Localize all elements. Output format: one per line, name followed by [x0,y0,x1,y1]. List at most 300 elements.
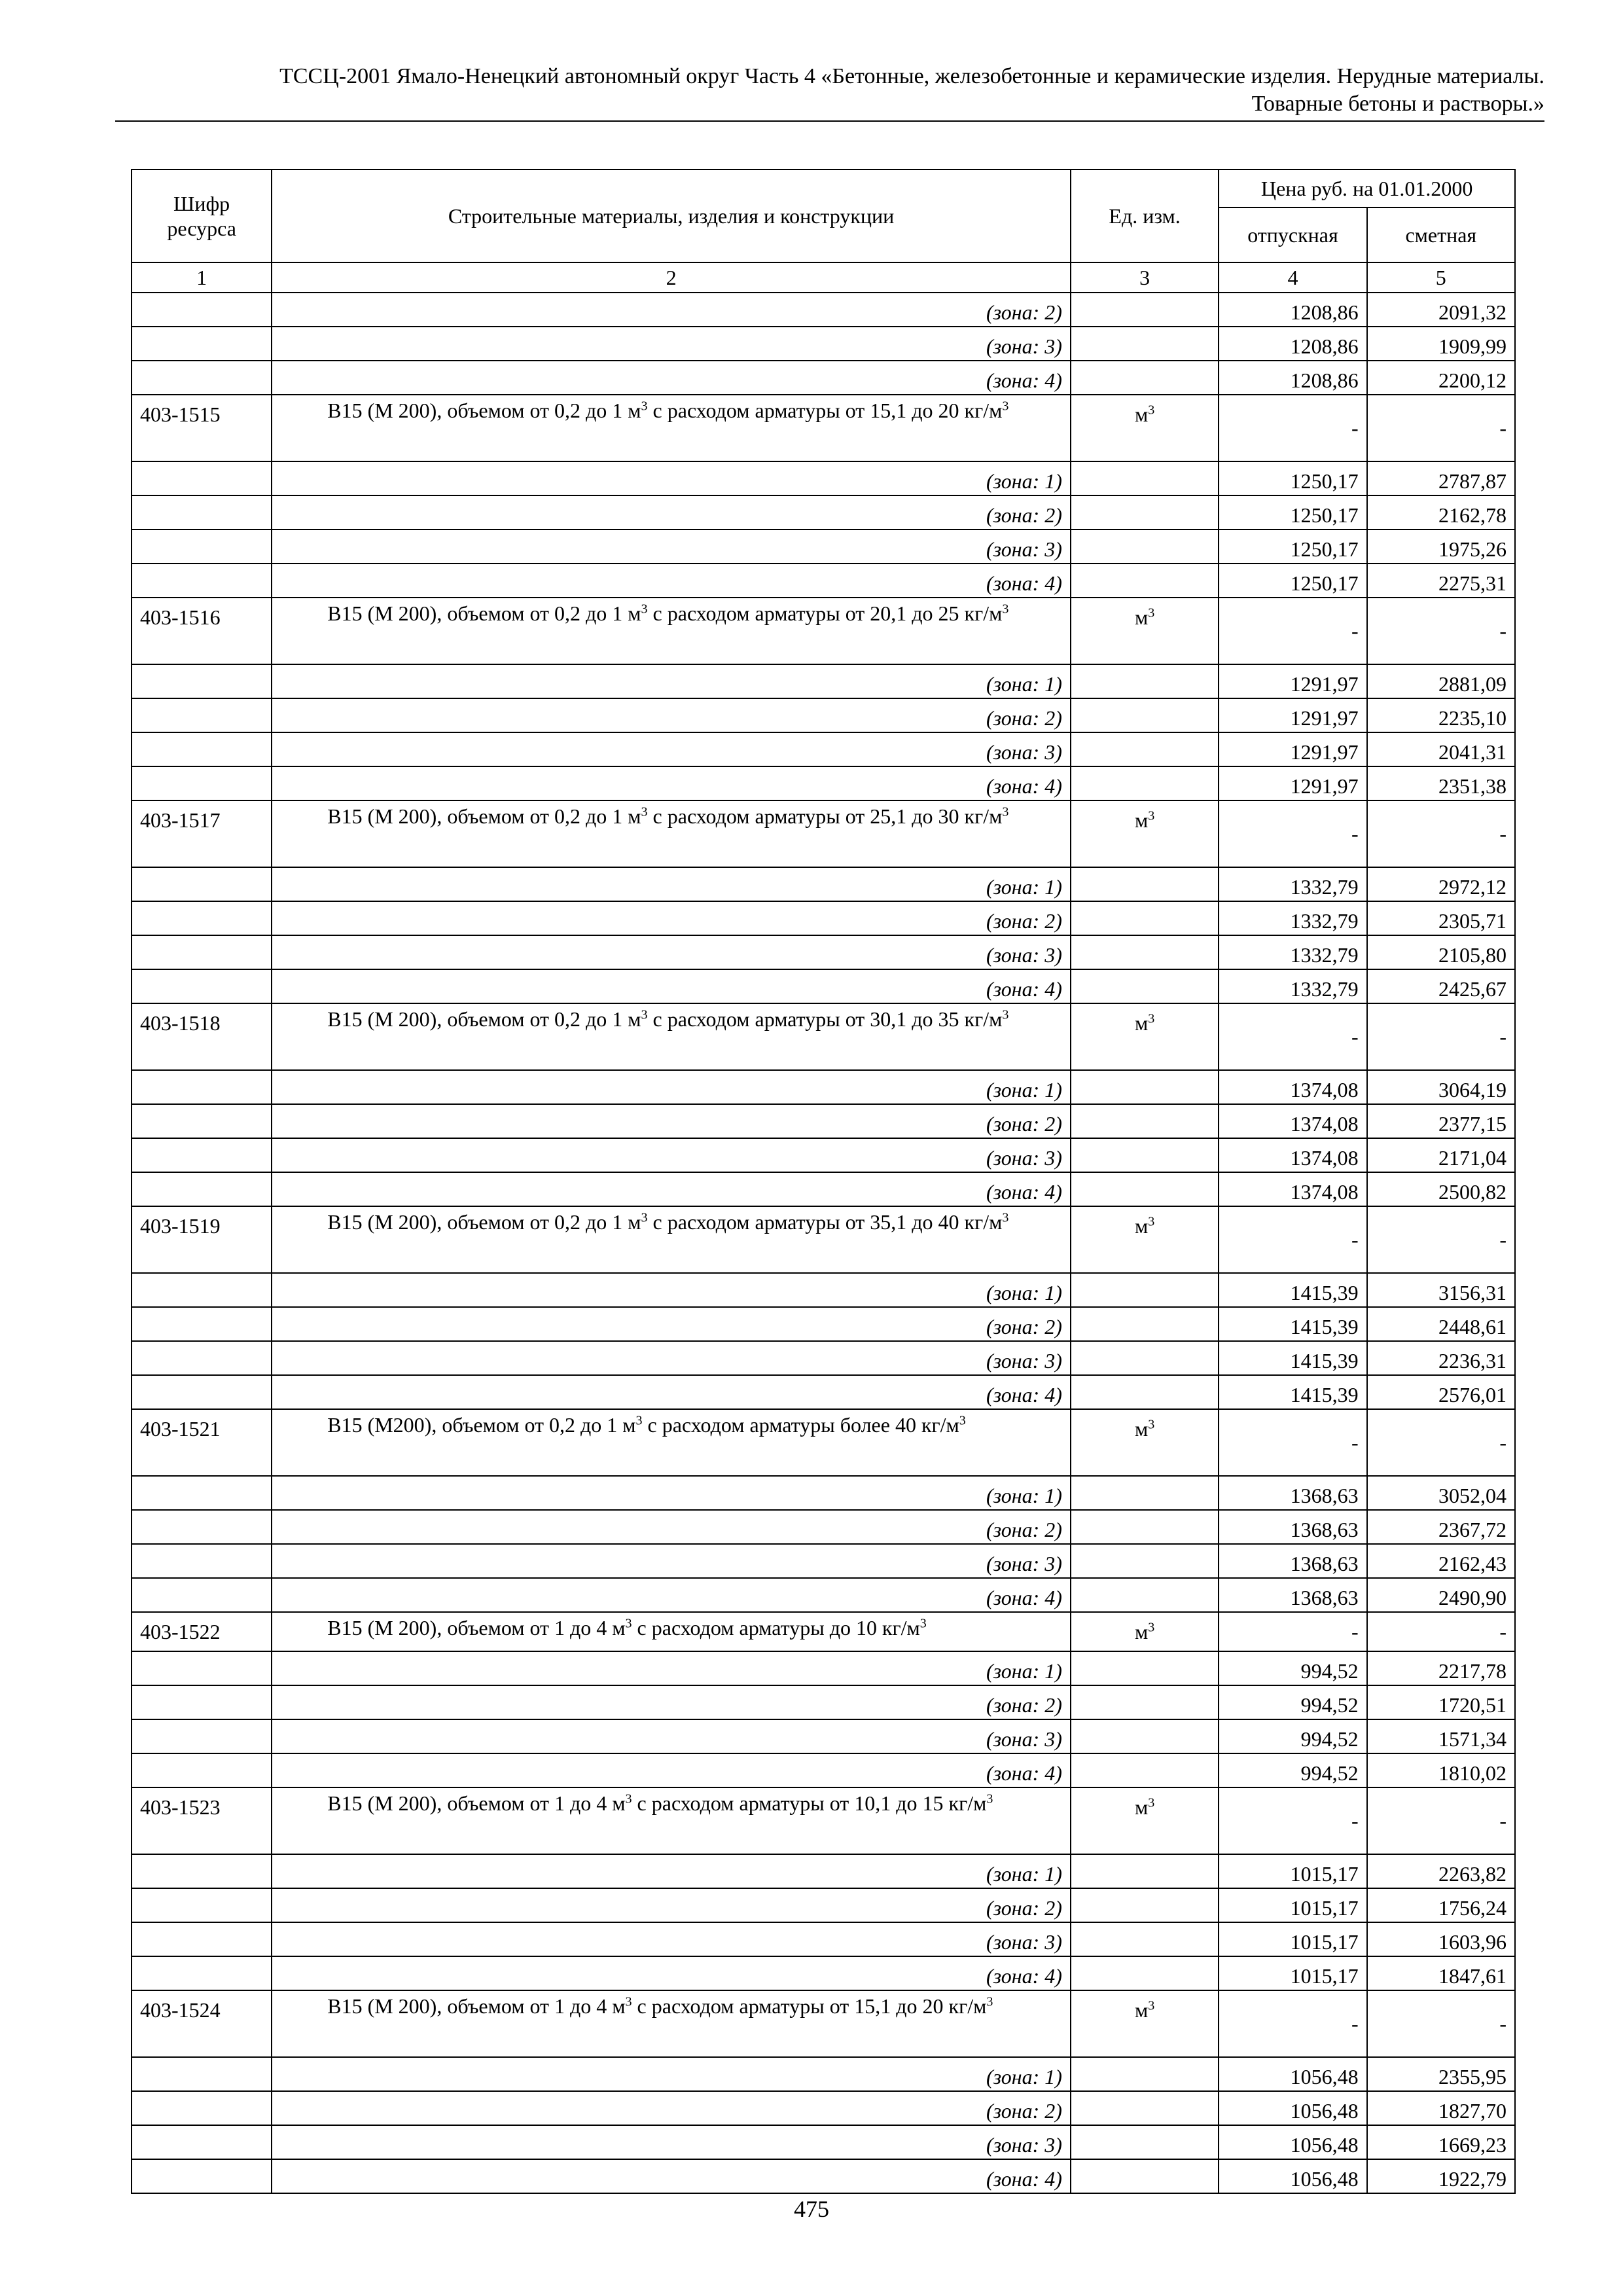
estimate-price: 2217,78 [1367,1651,1515,1685]
release-price: - [1219,800,1366,867]
release-price: - [1219,1206,1366,1273]
release-price: 1415,39 [1219,1341,1366,1375]
unit-empty-cell [1071,935,1219,969]
release-price: 1056,48 [1219,2091,1366,2125]
unit-empty-cell [1071,1922,1219,1956]
release-price: 1374,08 [1219,1070,1366,1104]
code-empty-cell [132,698,272,732]
estimate-price: 1847,61 [1367,1956,1515,1990]
unit-empty-cell [1071,564,1219,598]
release-price: 1056,48 [1219,2057,1366,2091]
estimate-price: 2377,15 [1367,1104,1515,1138]
zone-row [132,2159,1515,2193]
unit-of-measure [1071,1990,1219,2057]
release-price: 1415,39 [1219,1375,1366,1409]
unit-empty-cell [1071,1104,1219,1138]
material-name-main: B15 (М 200), объемом от 0,2 до 1 м [327,1210,641,1234]
zone-row [132,2125,1515,2159]
release-price: 1015,17 [1219,1922,1366,1956]
code-empty-cell [132,1578,272,1612]
unit-empty-cell [1071,969,1219,1003]
zone-label: (зона: 1) [272,1476,1071,1510]
code-empty-cell [132,293,272,327]
release-price: 1250,17 [1219,461,1366,495]
release-price: 1208,86 [1219,293,1366,327]
zone-label: (зона: 2) [272,2091,1071,2125]
zone-row [132,1273,1515,1307]
release-price: 1332,79 [1219,901,1366,935]
superscript: 3 [641,1210,648,1225]
header-divider [115,120,1544,122]
zone-label: (зона: 1) [272,1273,1071,1307]
unit-empty-cell [1071,1956,1219,1990]
estimate-price: 2500,82 [1367,1172,1515,1206]
estimate-price: 1720,51 [1367,1685,1515,1719]
superscript: 3 [1148,403,1155,418]
code-empty-cell [132,1719,272,1753]
release-price: 1374,08 [1219,1104,1366,1138]
material-name-tail: с расходом арматуры более 40 кг/м [642,1413,959,1437]
unit-empty-cell [1071,1854,1219,1888]
zone-row [132,766,1515,800]
release-price: 994,52 [1219,1685,1366,1719]
estimate-price: 3052,04 [1367,1476,1515,1510]
material-name-main: B15 (М 200), объемом от 0,2 до 1 м [327,399,641,422]
release-price: - [1219,1787,1366,1854]
release-price: 1250,17 [1219,529,1366,564]
unit-empty-cell [1071,1307,1219,1341]
unit-label: м [1134,1417,1149,1441]
resource-code: 403-1524 [132,1990,272,2057]
superscript: 3 [919,1616,927,1631]
column-number: 4 [1219,262,1366,293]
unit-label: м [1134,1214,1149,1238]
superscript: 3 [641,399,648,414]
zone-label: (зона: 4) [272,1753,1071,1787]
release-price: 1056,48 [1219,2159,1366,2193]
superscript: 3 [1002,804,1009,819]
estimate-price: 1571,34 [1367,1719,1515,1753]
estimate-price: 2425,67 [1367,969,1515,1003]
unit-empty-cell [1071,1578,1219,1612]
zone-row [132,1307,1515,1341]
estimate-price: 2263,82 [1367,1854,1515,1888]
release-price: 1332,79 [1219,867,1366,901]
estimate-price: - [1367,1787,1515,1854]
column-number: 5 [1367,262,1515,293]
zone-row [132,2091,1515,2125]
resource-code: 403-1521 [132,1409,272,1476]
material-name-main: B15 (М 200), объемом от 0,2 до 1 м [327,1007,641,1031]
code-empty-cell [132,1375,272,1409]
code-empty-cell [132,2159,272,2193]
resource-code: 403-1522 [132,1612,272,1651]
code-empty-cell [132,2125,272,2159]
zone-label: (зона: 3) [272,1138,1071,1172]
code-empty-cell [132,1273,272,1307]
zone-row [132,969,1515,1003]
unit-empty-cell [1071,1753,1219,1787]
unit-label: м [1134,1998,1149,2022]
zone-row [132,495,1515,529]
zone-row [132,1341,1515,1375]
zone-label: (зона: 3) [272,935,1071,969]
unit-of-measure [1071,1206,1219,1273]
unit-empty-cell [1071,1651,1219,1685]
unit-empty-cell [1071,867,1219,901]
unit-empty-cell [1071,732,1219,766]
zone-row [132,1651,1515,1685]
code-empty-cell [132,1138,272,1172]
unit-label: м [1134,1620,1149,1643]
superscript: 3 [959,1413,966,1428]
material-name-tail: с расходом арматуры до 10 кг/м [632,1616,920,1640]
item-row [132,1206,1515,1273]
zone-label: (зона: 4) [272,564,1071,598]
unit-empty-cell [1071,2125,1219,2159]
estimate-price: 2881,09 [1367,664,1515,698]
release-price: 1332,79 [1219,935,1366,969]
release-price: 1415,39 [1219,1307,1366,1341]
material-name-tail: с расходом арматуры от 15,1 до 20 кг/м [632,1994,987,2018]
release-price: 1015,17 [1219,1888,1366,1922]
zone-row [132,293,1515,327]
superscript: 3 [1148,1998,1155,2013]
code-empty-cell [132,1888,272,1922]
zone-label: (зона: 2) [272,1888,1071,1922]
unit-empty-cell [1071,2091,1219,2125]
release-price: 1415,39 [1219,1273,1366,1307]
release-price: - [1219,1003,1366,1070]
code-empty-cell [132,1341,272,1375]
material-name-tail: с расходом арматуры от 10,1 до 15 кг/м [632,1791,987,1815]
zone-row [132,529,1515,564]
release-price: 1291,97 [1219,664,1366,698]
zone-label: (зона: 2) [272,901,1071,935]
release-price: - [1219,1409,1366,1476]
estimate-price: 2236,31 [1367,1341,1515,1375]
release-price: - [1219,1990,1366,2057]
header-code: Шифр ресурса [132,170,272,262]
unit-of-measure [1071,1409,1219,1476]
estimate-price: 3156,31 [1367,1273,1515,1307]
estimate-price: 2275,31 [1367,564,1515,598]
unit-empty-cell [1071,1172,1219,1206]
zone-row [132,1854,1515,1888]
zone-row [132,1685,1515,1719]
release-price: 1015,17 [1219,1956,1366,1990]
material-name-main: B15 (М200), объемом от 0,2 до 1 м [327,1413,636,1437]
material-name [272,1612,1071,1651]
superscript: 3 [625,1994,632,2009]
release-price: 1291,97 [1219,732,1366,766]
code-empty-cell [132,664,272,698]
code-empty-cell [132,1307,272,1341]
unit-of-measure [1071,800,1219,867]
estimate-price: 1810,02 [1367,1753,1515,1787]
release-price: 1374,08 [1219,1138,1366,1172]
header-price-group: Цена руб. на 01.01.2000 [1219,170,1515,207]
zone-row [132,1138,1515,1172]
zone-label: (зона: 4) [272,1956,1071,1990]
zone-label: (зона: 3) [272,2125,1071,2159]
zone-label: (зона: 2) [272,1307,1071,1341]
zone-label: (зона: 2) [272,495,1071,529]
zone-label: (зона: 1) [272,867,1071,901]
release-price: 1291,97 [1219,766,1366,800]
superscript: 3 [986,1791,993,1806]
superscript: 3 [1148,1011,1155,1026]
code-empty-cell [132,1956,272,1990]
code-empty-cell [132,461,272,495]
code-empty-cell [132,766,272,800]
material-name-main: B15 (М 200), объемом от 1 до 4 м [327,1994,626,2018]
unit-empty-cell [1071,1544,1219,1578]
code-empty-cell [132,901,272,935]
item-row [132,1990,1515,2057]
zone-row [132,935,1515,969]
zone-row [132,732,1515,766]
superscript: 3 [1148,808,1155,823]
item-row [132,395,1515,461]
unit-label: м [1134,1795,1149,1819]
estimate-price: 1922,79 [1367,2159,1515,2193]
zone-label: (зона: 4) [272,1172,1071,1206]
estimate-price: - [1367,1206,1515,1273]
code-empty-cell [132,1070,272,1104]
item-row [132,1787,1515,1854]
zone-row [132,2057,1515,2091]
unit-empty-cell [1071,698,1219,732]
estimate-price: 2171,04 [1367,1138,1515,1172]
zone-row [132,664,1515,698]
zone-label: (зона: 1) [272,1651,1071,1685]
estimate-price: 1603,96 [1367,1922,1515,1956]
release-price: 1368,63 [1219,1476,1366,1510]
estimate-price: 2162,78 [1367,495,1515,529]
code-empty-cell [132,1104,272,1138]
material-name [272,1003,1071,1070]
resource-code: 403-1517 [132,800,272,867]
release-price: 1368,63 [1219,1578,1366,1612]
zone-row [132,327,1515,361]
zone-row [132,1070,1515,1104]
unit-empty-cell [1071,1341,1219,1375]
material-name-main: B15 (М 200), объемом от 0,2 до 1 м [327,601,641,625]
estimate-price: 2200,12 [1367,361,1515,395]
zone-row [132,1922,1515,1956]
zone-label: (зона: 2) [272,293,1071,327]
material-name [272,598,1071,664]
zone-row [132,1578,1515,1612]
material-name-tail: с расходом арматуры от 35,1 до 40 кг/м [647,1210,1003,1234]
release-price: 1332,79 [1219,969,1366,1003]
code-empty-cell [132,1476,272,1510]
superscript: 3 [1148,605,1155,620]
code-empty-cell [132,1753,272,1787]
material-name-tail: с расходом арматуры от 15,1 до 20 кг/м [647,399,1003,422]
superscript: 3 [625,1791,632,1806]
zone-label: (зона: 1) [272,1854,1071,1888]
zone-label: (зона: 3) [272,327,1071,361]
material-name-tail: с расходом арматуры от 30,1 до 35 кг/м [647,1007,1003,1031]
zone-row [132,1888,1515,1922]
estimate-price: 2162,43 [1367,1544,1515,1578]
unit-empty-cell [1071,1476,1219,1510]
estimate-price: 1827,70 [1367,2091,1515,2125]
estimate-price: 2305,71 [1367,901,1515,935]
unit-empty-cell [1071,1510,1219,1544]
zone-row [132,1544,1515,1578]
zone-row [132,698,1515,732]
zone-label: (зона: 2) [272,1104,1071,1138]
superscript: 3 [1148,1417,1155,1432]
code-empty-cell [132,1172,272,1206]
header-release-price: отпускная [1219,207,1366,262]
zone-row [132,1719,1515,1753]
unit-of-measure [1071,1787,1219,1854]
zone-label: (зона: 3) [272,1719,1071,1753]
zone-row [132,1104,1515,1138]
code-empty-cell [132,529,272,564]
release-price: 994,52 [1219,1719,1366,1753]
unit-of-measure [1071,1003,1219,1070]
zone-label: (зона: 1) [272,2057,1071,2091]
unit-empty-cell [1071,901,1219,935]
code-empty-cell [132,969,272,1003]
estimate-price: 1669,23 [1367,2125,1515,2159]
superscript: 3 [1148,1214,1155,1229]
zone-row [132,901,1515,935]
superscript: 3 [1002,399,1009,414]
header-estimate-price: сметная [1367,207,1515,262]
zone-row [132,1510,1515,1544]
resource-code: 403-1516 [132,598,272,664]
estimate-price: - [1367,1612,1515,1651]
material-name [272,1206,1071,1273]
unit-empty-cell [1071,664,1219,698]
code-empty-cell [132,1651,272,1685]
zone-row [132,1956,1515,1990]
release-price: 1291,97 [1219,698,1366,732]
resource-code: 403-1515 [132,395,272,461]
estimate-price: - [1367,800,1515,867]
header-name: Строительные материалы, изделия и конструкции [272,170,1071,262]
header-title-line-2: Товарные бетоны и растворы.» [1251,92,1544,116]
unit-empty-cell [1071,327,1219,361]
resource-code: 403-1518 [132,1003,272,1070]
release-price: 1056,48 [1219,2125,1366,2159]
estimate-price: 2351,38 [1367,766,1515,800]
zone-row [132,1375,1515,1409]
zone-label: (зона: 4) [272,1375,1071,1409]
release-price: - [1219,598,1366,664]
estimate-price: 2091,32 [1367,293,1515,327]
estimate-price: - [1367,395,1515,461]
superscript: 3 [1148,1620,1155,1635]
unit-empty-cell [1071,1375,1219,1409]
release-price: 1250,17 [1219,564,1366,598]
zone-label: (зона: 3) [272,1544,1071,1578]
material-name [272,395,1071,461]
estimate-price: 2576,01 [1367,1375,1515,1409]
unit-label: м [1134,403,1149,426]
code-empty-cell [132,867,272,901]
column-number: 1 [132,262,272,293]
unit-empty-cell [1071,1070,1219,1104]
estimate-price: 2105,80 [1367,935,1515,969]
code-empty-cell [132,1922,272,1956]
code-empty-cell [132,935,272,969]
unit-of-measure [1071,598,1219,664]
unit-empty-cell [1071,2057,1219,2091]
unit-empty-cell [1071,1685,1219,1719]
resource-code: 403-1519 [132,1206,272,1273]
zone-label: (зона: 1) [272,1070,1071,1104]
zone-row [132,867,1515,901]
code-empty-cell [132,1510,272,1544]
superscript: 3 [1002,601,1009,617]
zone-label: (зона: 3) [272,529,1071,564]
superscript: 3 [625,1616,632,1631]
zone-row [132,361,1515,395]
estimate-price: 1756,24 [1367,1888,1515,1922]
estimate-price: 2367,72 [1367,1510,1515,1544]
column-number: 2 [272,262,1071,293]
material-name-main: B15 (М 200), объемом от 0,2 до 1 м [327,804,641,828]
unit-empty-cell [1071,1719,1219,1753]
code-empty-cell [132,2057,272,2091]
release-price: 1015,17 [1219,1854,1366,1888]
price-table [131,169,1516,2194]
zone-label: (зона: 2) [272,1510,1071,1544]
superscript: 3 [635,1413,643,1428]
estimate-price: 2448,61 [1367,1307,1515,1341]
zone-label: (зона: 4) [272,969,1071,1003]
header-title-line-1: ТССЦ-2001 Ямало-Ненецкий автономный округ Часть 4 «Бетонные, железобетонные и керамические изделия. Нерудные материалы. [279,64,1544,88]
material-name-main: B15 (М 200), объемом от 1 до 4 м [327,1791,626,1815]
unit-of-measure [1071,395,1219,461]
code-empty-cell [132,1685,272,1719]
estimate-price: 1909,99 [1367,327,1515,361]
estimate-price: 2041,31 [1367,732,1515,766]
superscript: 3 [1002,1210,1009,1225]
unit-label: м [1134,1011,1149,1035]
material-name [272,1787,1071,1854]
item-row [132,1409,1515,1476]
estimate-price: - [1367,1409,1515,1476]
material-name-main: B15 (М 200), объемом от 1 до 4 м [327,1616,626,1640]
release-price: 994,52 [1219,1651,1366,1685]
unit-empty-cell [1071,1273,1219,1307]
code-empty-cell [132,327,272,361]
release-price: 1250,17 [1219,495,1366,529]
unit-empty-cell [1071,293,1219,327]
code-empty-cell [132,495,272,529]
estimate-price: - [1367,1990,1515,2057]
code-empty-cell [132,732,272,766]
unit-empty-cell [1071,2159,1219,2193]
superscript: 3 [641,804,648,819]
release-price: 1208,86 [1219,361,1366,395]
superscript: 3 [1002,1007,1009,1022]
header-unit: Ед. изм. [1071,170,1219,262]
unit-empty-cell [1071,495,1219,529]
zone-label: (зона: 4) [272,766,1071,800]
unit-of-measure [1071,1612,1219,1651]
resource-code: 403-1523 [132,1787,272,1854]
zone-label: (зона: 2) [272,1685,1071,1719]
